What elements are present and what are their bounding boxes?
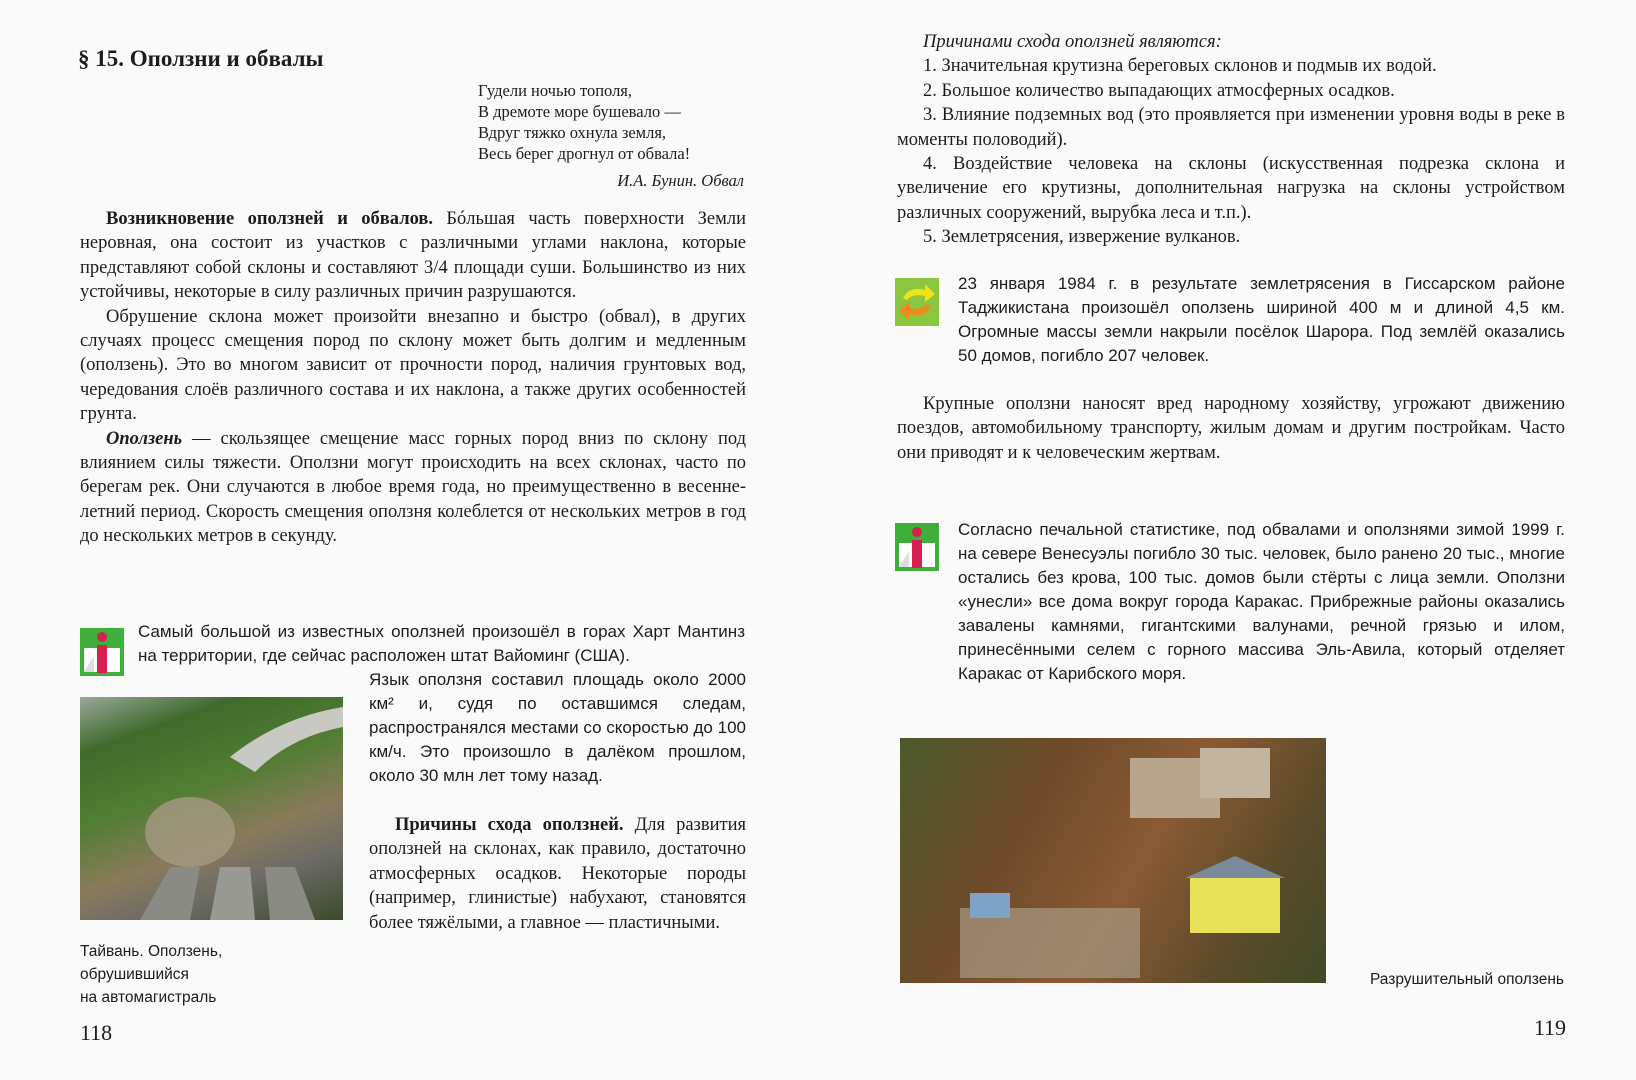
poem-line: В дремоте море бушевало — <box>478 102 681 121</box>
paragraph-text: Бóльшая часть поверхности Земли неровная, она состоит из участков с различными углами наклона, которые представляют собой склоны и составляют 3/4 площади суши. Большинство из них устойчивы, некоторые в силу различных причин разрушаются. <box>80 209 746 303</box>
list-item: 2. Большое количество выпадающих атмосферных осадков. <box>923 80 1395 101</box>
cycle-arrows-icon <box>895 278 939 326</box>
list-item: 5. Землетрясения, извержение вулканов. <box>923 227 1241 248</box>
page-number: 118 <box>80 1020 113 1045</box>
list-item: 3. Влияние подземных вод (это проявляется при изменении уровня воды в реке в моменты половодий). <box>897 105 1565 150</box>
paragraph-lead: Возникновение оползней и обвалов. <box>106 209 433 229</box>
paragraph-text: Для развития оползней на склонах, как правило, достаточно атмосферных осадков. Некоторые породы (например, глинистые) набухают, становятся более тяжёлыми, а главное — пластичными. <box>369 815 746 933</box>
paragraph: Крупные оползни наносят вред народному хозяйству, угрожают движению поездов, автомобильному транспорту, жилым домам и другим постройкам. Часто они приводят и к человеческим жертвам. <box>897 394 1565 463</box>
page-number: 119 <box>1533 1015 1566 1040</box>
photo-destructive-landslide <box>900 738 1326 983</box>
info-fact-1: Самый большой из известных оползней произошёл в горах Харт Мантинз на территории, где сейчас расположен штат Вайоминг (США). <box>138 622 745 665</box>
paragraph-lead: Причины схода оползней. <box>395 815 624 835</box>
list-item: 4. Воздействие человека на склоны (искусственная подрезка склона и увеличение его крутизны, дополнительная нагрузка на склоны устройством различных сооружений, вырубка леса и т.п.). <box>897 154 1565 223</box>
section-title: § 15. Оползни и обвалы <box>78 46 324 71</box>
paragraph <box>80 427 746 549</box>
epigraph-author: И.А. Бунин. Обвал <box>617 171 744 190</box>
paragraph-text: — скользящее смещение масс горных пород вниз по склону под влиянием силы тяжести. Оползни могут происходить на всех склонах, часто по берегам рек. Они случаются в любое время года, но преимущественно в весенне-летний период. Скорость смещения оползня колеблется от нескольких метров в год до нескольких метров в секунду. <box>80 428 746 547</box>
list-item: 1. Значительная крутизна береговых склонов и подмыв их водой. <box>923 56 1437 77</box>
poem-line: Вдруг тяжко охнула земля, <box>478 123 667 142</box>
photo-taiwan-landslide <box>80 697 343 920</box>
list-heading: Причинами схода оползней являются: <box>923 32 1222 52</box>
photo-caption-left <box>80 940 222 1009</box>
epigraph <box>478 80 690 164</box>
poem-line: Весь берег дрогнул от обвала! <box>478 144 691 163</box>
info-icon <box>895 523 939 571</box>
caption-line: обрушившийся <box>80 966 189 983</box>
causes-paragraph <box>369 813 746 935</box>
fact-tajikistan: 23 января 1984 г. в результате землетрясения в Гиссарском районе Таджикистана произошёл оползень шириной 400 м и длиной 4,5 км. Огромные массы земли накрыли посёлок Шарора. Под землёй оказались 50 домов, погибло 207 человек. <box>958 274 1565 365</box>
caption-line: Тайвань. Оползень, <box>80 943 223 960</box>
main-text <box>80 207 746 549</box>
info-fact-venezuela: Согласно печальной статистике, под обвалами и оползнями зимой 1999 г. на севере Венесуэлы погибло 30 тыс. человек, было ранено 20 тыс., многие остались без крова, 100 тыс. домов были стёрты с лица земли. Оползни «унесли» все дома вокруг города Каракас. Прибрежные районы оказались завалены камнями, гигантскими валунами, речной грязью и илом, принесёнными селем с горного массива Эль-Авила, который отделяет Каракас от Карибского моря. <box>958 520 1565 683</box>
info-fact-1-continued: Язык оползня составил площадь около 2000 км² и, судя по оставшимся следам, распространялся местами со скоростью до 100 км/ч. Это произошло в далёком прошлом, около 30 млн лет тому назад. <box>369 670 746 785</box>
main-text-right <box>897 392 1565 465</box>
paragraph <box>80 207 746 305</box>
paragraph <box>369 813 746 935</box>
caption-line: на автомагистраль <box>80 989 217 1006</box>
info-icon <box>80 628 124 676</box>
poem-line: Гудели ночью тополя, <box>478 81 633 100</box>
term: Оползень <box>106 428 183 449</box>
paragraph: Обрушение склона может произойти внезапно и быстро (обвал), в других случаях процесс смещения пород по склону может быть долгим и медленным (оползень). Это во многом зависит от прочности пород, наличия грунтовых вод, чередования слоёв различного состава и их наклона, а также других особенностей грунта. <box>80 306 746 425</box>
causes-list <box>897 30 1565 250</box>
photo-caption-right: Разрушительный оползень <box>1369 971 1564 988</box>
